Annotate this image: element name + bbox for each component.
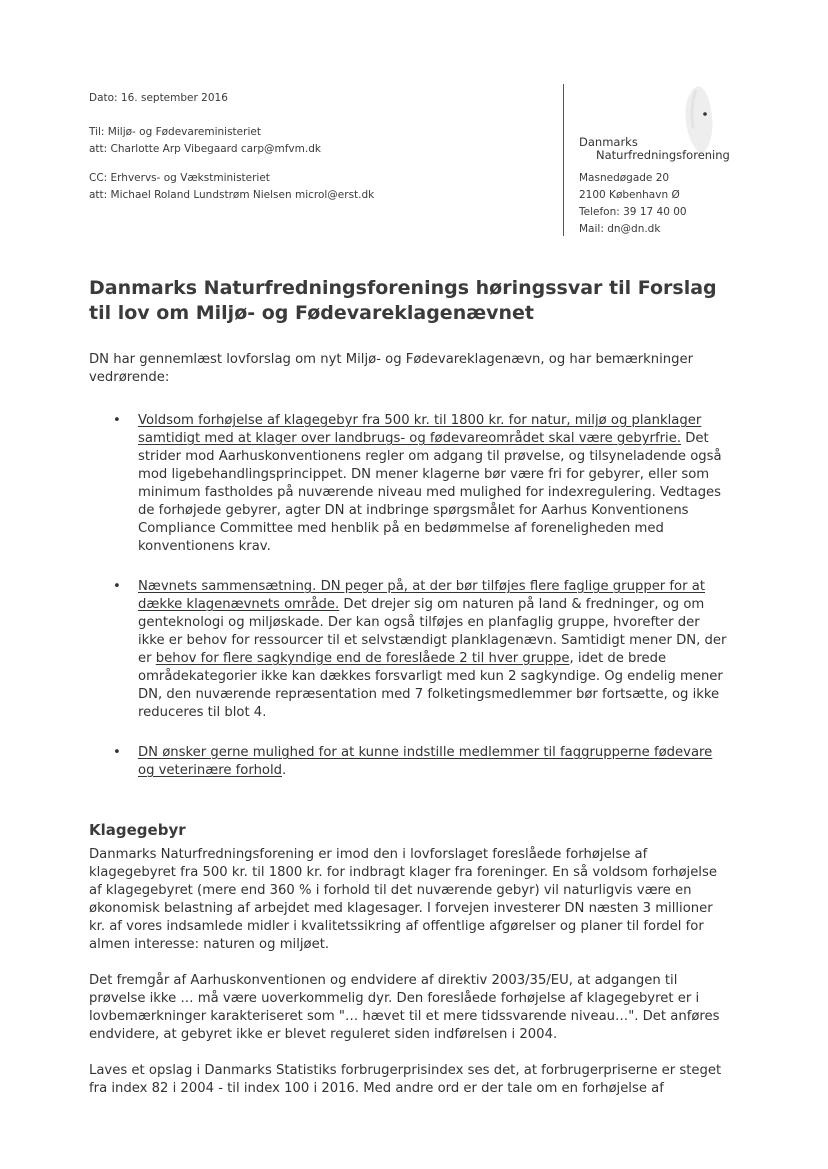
document-body bbox=[89, 351, 729, 1098]
organization-name-line2: Naturfredningsforening bbox=[596, 148, 730, 162]
address-city: 2100 København Ø bbox=[579, 189, 680, 201]
bullet-icon: • bbox=[113, 579, 121, 594]
address-mail: Mail: dn@dn.dk bbox=[579, 223, 661, 235]
remark-text: Det strider mod Aarhuskonventionens regler om adgang til prøvelse, og tilsyneladende også mod ligebehandlingsprincippet. DN mener klagerne bør være fri for gebyrer, eller som minimum fastholdes på nuværende niveau med mulighed for indexregulering. Vedtages de forhøjede gebyrer, agter DN at indbringe spørgsmålet for Aarhus Konventionens Compliance Committee med henblik på en bedømmelse af foreneligheden med konventionens krav. bbox=[138, 431, 722, 554]
body-paragraph: Danmarks Naturfredningsforening er imod den i lovforslaget foreslåede forhøjelse af klagegebyret fra 500 kr. til 1800 kr. for indbragt klager fra foreninger. En så voldsom forhøjelse af klagegebyret (mere end 360 % i forhold til det nuværende gebyr) vil naturligvis være en økonomisk belastning af arbejdet med klagesager. I forvejen investerer DN næsten 3 millioner kr. af vores indsamlede midler i kvalitetssikring af offentlige afgørelser og planer til fordel for almen interesse: naturen og miljøet. bbox=[89, 847, 717, 952]
address-phone: Telefon: 39 17 40 00 bbox=[579, 206, 687, 218]
list-item bbox=[89, 744, 729, 780]
cc-line: CC: Erhvervs- og Vækstministeriet bbox=[89, 172, 270, 184]
bullet-icon: • bbox=[113, 745, 121, 760]
organization-address bbox=[579, 170, 687, 238]
remark-underlined: Nævnets sammensætning. DN peger på, at der bør tilføjes flere faglige grupper for at dække klagenævnets område. bbox=[138, 579, 705, 612]
remark-underlined: Voldsom forhøjelse af klagegebyr fra 500 kr. til 1800 kr. for natur, miljø og planklager samtidigt med at klager over landbrugs- og fødevareområdet skal være gebyrfrie. bbox=[138, 413, 702, 446]
document-title: Danmarks Naturfredningsforenings høringssvar til Forslag til lov om Miljø- og Fødevareklagenævnet bbox=[89, 277, 717, 324]
body-paragraph: Laves et opslag i Danmarks Statistiks forbrugerprisindex ses det, at forbrugerpriserne er steget fra index 82 i 2004 - til index 100 i 2016. Med andre ord er der tale om en forhøjelse af bbox=[89, 1063, 722, 1096]
remark-text: . bbox=[282, 763, 287, 778]
letter-meta bbox=[89, 90, 529, 204]
header-divider bbox=[563, 84, 564, 236]
cc-attention: att: Michael Roland Lundstrøm Nielsen microl@erst.dk bbox=[89, 189, 375, 201]
remarks-list bbox=[89, 412, 729, 780]
list-item bbox=[89, 412, 729, 556]
address-street: Masnedøgade 20 bbox=[579, 172, 670, 184]
remark-underlined: DN ønsker gerne mulighed for at kunne indstille medlemmer til faggrupperne fødevare og veterinære forhold bbox=[138, 745, 713, 778]
body-paragraph: Det fremgår af Aarhuskonventionen og endvidere af direktiv 2003/35/EU, at adgangen til prøvelse ikke … må være uoverkommelig dyr. Den foreslåede forhøjelse af klagegebyret er i lovbemærkninger karakteriseret som "… hævet til et mere tidssvarende niveau…". Det anføres endvidere, at gebyret ikke er blevet reguleret siden indførelsen i 2004. bbox=[89, 973, 720, 1042]
organization-name-line1: Danmarks bbox=[579, 135, 638, 149]
bullet-icon: • bbox=[113, 413, 121, 428]
letter-date: Dato: 16. september 2016 bbox=[89, 92, 228, 104]
section-heading: Klagegebyr bbox=[89, 821, 186, 839]
remark-text: Det drejer sig om naturen på land & fredninger, og om genteknologi og miljøskade. Der kan også tilføjes en planfaglig gruppe, hvorefter der ikke er behov for ressourcer til et selvstændigt planklagenævn. Samtidigt mener DN, der er bbox=[138, 597, 727, 666]
recipient-line: Til: Miljø- og Fødevareministeriet bbox=[89, 126, 261, 138]
list-item bbox=[89, 578, 729, 722]
recipient-attention: att: Charlotte Arp Vibegaard carp@mfvm.dk bbox=[89, 143, 321, 155]
intro-paragraph: DN har gennemlæst lovforslag om nyt Miljø- og Fødevareklagenævn, og har bemærkninger vedrørende: bbox=[89, 352, 694, 385]
remark-underlined-secondary: behov for flere sagkyndige end de foreslåede 2 til hver gruppe bbox=[155, 651, 570, 666]
remark-text-secondary: , idet de brede områdekategorier ikke kan dækkes forsvarligt med kun 2 sagkyndige. Og endelig mener DN, den nuværende repræsentation med 7 folketingsmedlemmer bør fortsætte, og ikke reduceres til blot 4. bbox=[138, 651, 723, 720]
organization-name bbox=[579, 136, 730, 162]
